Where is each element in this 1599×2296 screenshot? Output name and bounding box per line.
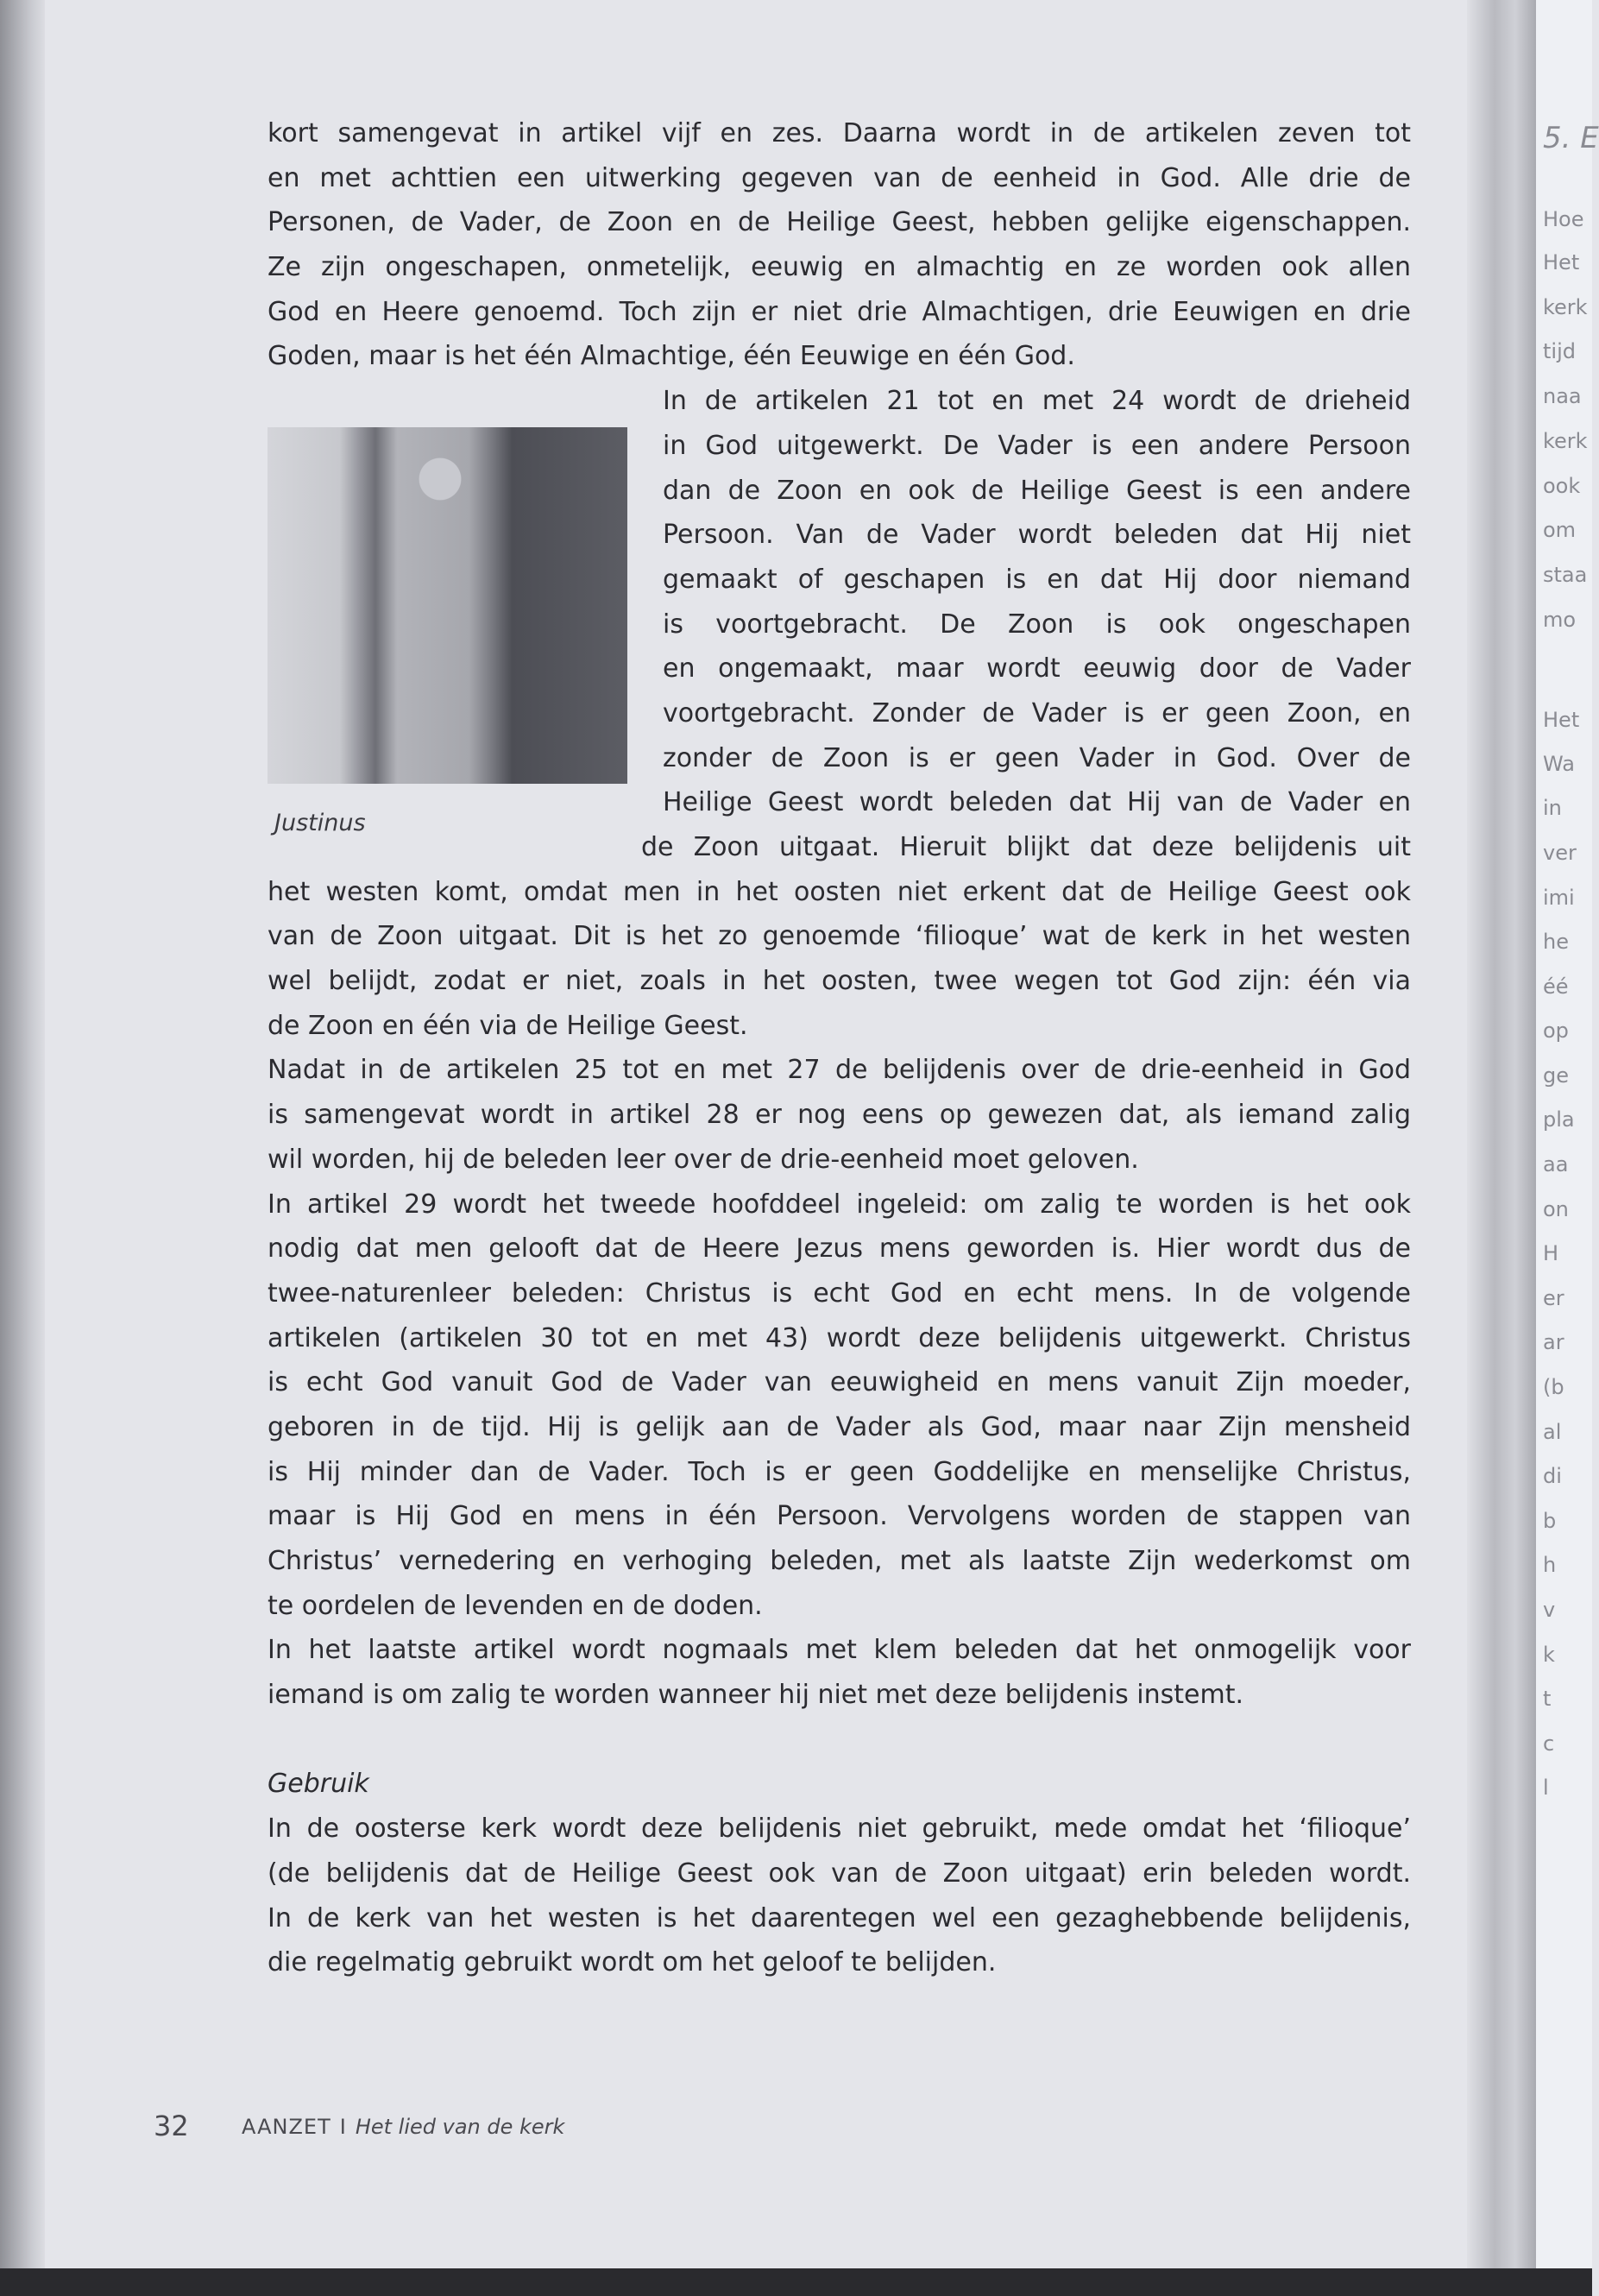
text-line: kort samengevat in artikel vijf en zes. Daarna wordt in de artikelen zeven tot <box>268 118 1411 148</box>
next-page-fragment: on <box>1543 1197 1569 1221</box>
text-line: In de kerk van het westen is het daarentegen wel een gezaghebbende belijdenis, <box>268 1902 1411 1933</box>
text-line: voortgebracht. Zonder de Vader is er geen Zoon, en <box>663 697 1411 729</box>
book-title: Het lied van de kerk <box>355 2115 565 2139</box>
text-line: Nadat in de artikelen 25 tot en met 27 de belijdenis over de drie-eenheid in God <box>268 1055 1411 1086</box>
scan-left-edge <box>0 0 45 2296</box>
text-line: en met achttien een uitwerking gegeven van de eenheid in God. Alle drie de <box>268 162 1411 193</box>
text-line: In het laatste artikel wordt nogmaals met klem beleden dat het onmogelijk voor <box>268 1635 1411 1666</box>
next-page-fragment: ge <box>1543 1063 1569 1088</box>
text-line: wel belijdt, zodat er niet, zoals in het oosten, twee wegen tot God zijn: één via <box>268 966 1411 997</box>
next-page-fragment: c <box>1543 1731 1555 1756</box>
figure-caption: Justinus <box>274 810 366 836</box>
scan-bottom-edge <box>0 2268 1592 2296</box>
next-page-fragment: Wa <box>1543 752 1575 776</box>
text-line: Personen, de Vader, de Zoon en de Heilige Geest, hebben gelijke eigenschappen. <box>268 207 1411 238</box>
text-line: gemaakt of geschapen is en dat Hij door niemand <box>663 564 1411 595</box>
next-page-fragment: h <box>1543 1553 1557 1577</box>
next-page-fragment: pla <box>1543 1107 1575 1132</box>
next-page-fragment: aa <box>1543 1152 1569 1176</box>
text-line: geboren in de tijd. Hij is gelijk aan de Vader als God, maar naar Zijn mensheid <box>268 1411 1411 1442</box>
next-page-fragment: mo <box>1543 608 1577 632</box>
text-line: de Zoon uitgaat. Hieruit blijkt dat deze belijdenis uit <box>641 832 1411 862</box>
text-line: en ongemaakt, maar wordt eeuwig door de Vader <box>663 653 1411 684</box>
text-line: is samengevat wordt in artikel 28 er nog eens op gewezen dat, als iemand zalig <box>268 1100 1411 1131</box>
next-page-fragment: ar <box>1543 1330 1564 1354</box>
next-page-fragment: l <box>1543 1776 1549 1800</box>
next-page-fragment: di <box>1543 1464 1562 1488</box>
text-line: Goden, maar is het één Almachtige, één Eeuwige en één God. <box>268 341 1075 372</box>
series-name: AANZET <box>242 2115 331 2139</box>
text-line: in God uitgewerkt. De Vader is een andere Persoon <box>663 430 1411 461</box>
text-line: wil worden, hij de beleden leer over de drie-eenheid moet geloven. <box>268 1144 1139 1175</box>
fresco-image-justinus <box>268 427 627 784</box>
text-line: (de belijdenis dat de Heilige Geest ook van de Zoon uitgaat) erin beleden wordt. <box>268 1858 1411 1889</box>
text-line: het westen komt, omdat men in het oosten niet erkent dat de Heilige Geest ook <box>268 876 1411 907</box>
next-page-fragment: ver <box>1543 841 1577 865</box>
next-page-edge <box>1536 0 1599 2296</box>
next-page-fragment: b <box>1543 1509 1557 1533</box>
body-text <box>268 111 1411 1985</box>
next-page-fragment: op <box>1543 1019 1569 1043</box>
text-line: nodig dat men gelooft dat de Heere Jezus mens geworden is. Hier wordt dus de <box>268 1233 1411 1265</box>
text-line: dan de Zoon en ook de Heilige Geest is een andere <box>663 475 1411 506</box>
text-line: Ze zijn ongeschapen, onmetelijk, eeuwig en almachtig en ze worden ook allen <box>268 252 1411 283</box>
next-page-fragment: k <box>1543 1643 1555 1667</box>
text-line: Heilige Geest wordt beleden dat Hij van de Vader en <box>663 787 1411 818</box>
next-page-fragment: al <box>1543 1420 1562 1444</box>
next-page-fragment: v <box>1543 1598 1556 1622</box>
text-line: de Zoon en één via de Heilige Geest. <box>268 1010 748 1041</box>
next-page-fragment: imi <box>1543 886 1575 910</box>
text-line <box>268 1718 1411 1763</box>
text-line: is voortgebracht. De Zoon is ook ongeschapen <box>663 609 1411 640</box>
next-page-fragment: om <box>1543 518 1577 542</box>
text-line: artikelen (artikelen 30 tot en met 43) wordt deze belijdenis uitgewerkt. Christus <box>268 1322 1411 1353</box>
page-number: 32 <box>154 2110 189 2142</box>
text-line: die regelmatig gebruikt wordt om het geloof te belijden. <box>268 1947 997 1978</box>
text-line: is echt God vanuit God de Vader van eeuwigheid en mens vanuit Zijn moeder, <box>268 1367 1411 1398</box>
running-footer <box>242 2115 564 2139</box>
footer-separator: I <box>339 2115 347 2139</box>
book-gutter <box>1467 0 1536 2296</box>
text-line: te oordelen de levenden en de doden. <box>268 1590 763 1621</box>
text-line: In de oosterse kerk wordt deze belijdenis niet gebruikt, mede omdat het ‘filioque’ <box>268 1813 1411 1845</box>
next-page-fragment: Het <box>1543 708 1580 732</box>
text-line: zonder de Zoon is er geen Vader in God. Over de <box>663 742 1411 773</box>
text-line: God en Heere genoemd. Toch zijn er niet drie Almachtigen, drie Eeuwigen en drie <box>268 296 1411 327</box>
next-page-fragment: ook <box>1543 474 1581 498</box>
next-page-fragment: tijd <box>1543 339 1576 363</box>
text-line: van de Zoon uitgaat. Dit is het zo genoemde ‘filioque’ wat de kerk in het westen <box>268 921 1411 952</box>
text-line: is Hij minder dan de Vader. Toch is er geen Goddelijke en menselijke Christus, <box>268 1456 1411 1487</box>
next-page-fragment: in <box>1543 796 1562 820</box>
text-line: In de artikelen 21 tot en met 24 wordt de drieheid <box>663 386 1411 417</box>
next-page-fragment: kerk <box>1543 429 1588 453</box>
next-page-fragment: kerk <box>1543 295 1588 319</box>
next-page-fragment: t <box>1543 1687 1552 1711</box>
next-page-fragment: éé <box>1543 975 1569 999</box>
next-page-fragment: H <box>1543 1241 1559 1265</box>
section-heading: Gebruik <box>268 1769 369 1800</box>
next-page-fragment: er <box>1543 1286 1564 1310</box>
text-line: In artikel 29 wordt het tweede hoofddeel ingeleid: om zalig te worden is het ook <box>268 1189 1411 1220</box>
next-page-fragment: he <box>1543 930 1569 954</box>
text-line: maar is Hij God en mens in één Persoon. Vervolgens worden de stappen van <box>268 1501 1411 1532</box>
next-page-fragment: staa <box>1543 563 1588 587</box>
next-page-fragment: (b <box>1543 1375 1564 1399</box>
next-page-fragment: 5. E <box>1543 121 1599 155</box>
next-page-fragment: Het <box>1543 250 1580 274</box>
text-line: Persoon. Van de Vader wordt beleden dat Hij niet <box>663 520 1411 551</box>
text-line: iemand is om zalig te worden wanneer hij niet met deze belijdenis instemt. <box>268 1680 1244 1711</box>
text-line: twee-naturenleer beleden: Christus is echt God en echt mens. In de volgende <box>268 1277 1411 1309</box>
next-page-fragment: naa <box>1543 384 1582 408</box>
text-line: Christus’ vernedering en verhoging beleden, met als laatste Zijn wederkomst om <box>268 1546 1411 1576</box>
next-page-fragment: Hoe <box>1543 207 1584 231</box>
